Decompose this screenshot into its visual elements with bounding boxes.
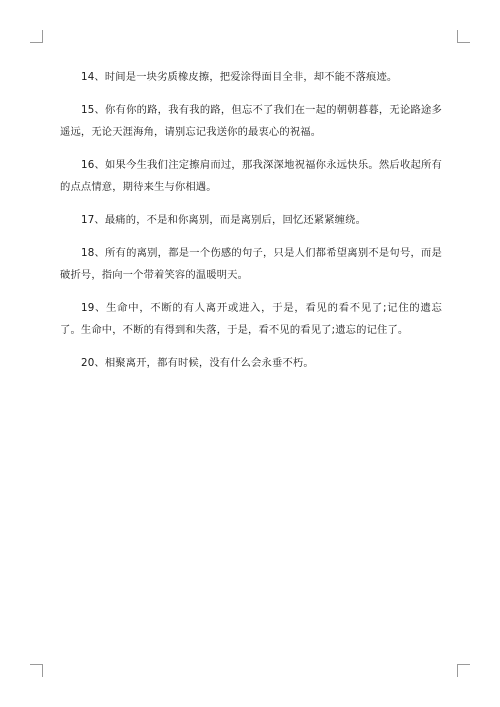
crop-mark-bottom-left <box>30 664 43 677</box>
document-body <box>60 66 442 385</box>
crop-mark-top-left <box>30 30 43 43</box>
paragraph-20: 20、相聚离开，都有时候，没有什么会永垂不朽。 <box>81 357 314 369</box>
paragraph-14: 14、时间是一块劣质橡皮擦，把爱涂得面目全非，却不能不落痕迹。 <box>81 71 398 83</box>
paragraph-19: 19、生命中，不断的有人离开或进入，于是，看见的看不见了;记住的遗忘了。生命中，不断的有得到和失落，于是，看不见的看见了;遗忘的记住了。 <box>60 302 442 336</box>
crop-mark-bottom-right <box>457 664 470 677</box>
paragraph-18: 18、所有的离别，都是一个伤感的句子，只是人们都希望离别不是句号，而是破折号，指向一个带着笑容的温暖明天。 <box>60 247 442 281</box>
paragraph-17: 17、最痛的，不是和你离别，而是离别后，回忆还紧紧缠绕。 <box>81 214 367 226</box>
paragraph-16: 16、如果今生我们注定擦肩而过，那我深深地祝福你永远快乐。然后收起所有的点点情意，期待来生与你相遇。 <box>60 159 442 193</box>
crop-mark-top-right <box>457 30 470 43</box>
paragraph-15: 15、你有你的路，我有我的路，但忘不了我们在一起的朝朝暮暮，无论路途多遥远，无论天涯海角，请别忘记我送你的最衷心的祝福。 <box>60 104 442 138</box>
